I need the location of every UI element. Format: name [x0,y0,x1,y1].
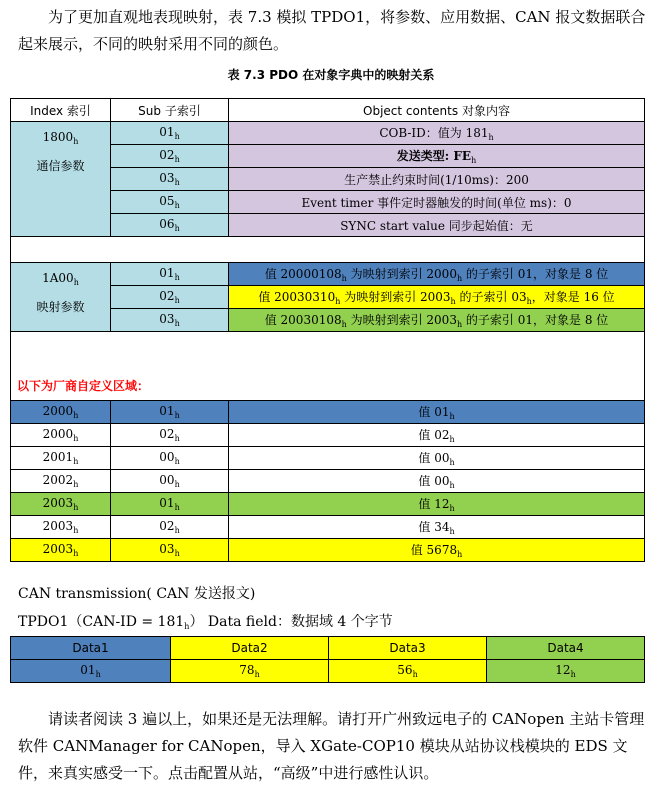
map-label: 映射参数 [36,300,85,314]
vendor-value-cell: 值 $12_h$ [229,493,645,516]
table-row [11,447,645,470]
sub-cell: $02_h$ [111,145,229,168]
vendor-index-cell: $2000_h$ [11,424,111,447]
content-cell: 值 $20030310_h$ 为映射到索引 $2003_h$ 的子索引 $03_h$，对象是 16 位 [229,286,645,309]
sub-cell: $03_h$ [111,309,229,332]
comm-index-cell: $1800_h$ 通信参数 [11,122,111,237]
content-cell: 值 $20030108_h$ 为映射到索引 $2003_h$ 的子索引 01，对象是 8 位 [229,309,645,332]
content-cell: SYNC start value 同步起始值：无 [229,214,645,237]
map-index-cell: $1A00_h$ 映射参数 [11,263,111,332]
table-row [11,493,645,516]
vendor-rows [11,401,645,562]
vendor-label-row [11,332,645,401]
header-sub: Sub 子索引 [111,99,229,122]
vendor-value-cell: 值 $00_h$ [229,447,645,470]
tpdo-line: TPDO1（CAN-ID = $181_h$） Data field：数据域 4 个字节 [18,614,393,631]
vendor-sub-cell: $00_h$ [111,470,229,493]
table-row [11,470,645,493]
data4-header: Data4 [487,637,645,660]
header-contents: Object contents 对象内容 [229,99,645,122]
spacer-row [11,237,645,263]
can-transmission-label: CAN transmission( CAN 发送报文) [18,586,256,602]
data4-value: $12_h$ [487,660,645,683]
sub-cell: $06_h$ [111,214,229,237]
data1-header: Data1 [11,637,171,660]
vendor-sub-cell: $02_h$ [111,516,229,539]
data-header-row [11,637,645,660]
sub-cell: $03_h$ [111,168,229,191]
table-row [11,122,645,145]
data3-value: $56_h$ [329,660,487,683]
vendor-index-cell: $2003_h$ [11,539,111,562]
vendor-value-cell: 值 $00_h$ [229,470,645,493]
content-cell: 生产禁止约束时间(1/10ms)：200 [229,168,645,191]
data2-header: Data2 [171,637,329,660]
intro-paragraph: 为了更加直观地表现映射，表 7.3 模拟 TPDO1，将参数、应用数据、CAN 报文数据联合起来展示，不同的映射采用不同的颜色。 [18,8,646,53]
data3-header: Data3 [329,637,487,660]
sub-cell: $01_h$ [111,122,229,145]
vendor-value-cell: 值 $5678_h$ [229,539,645,562]
vendor-value-cell: 值 $02_h$ [229,424,645,447]
table-header-row [11,99,645,122]
vendor-index-cell: $2002_h$ [11,470,111,493]
map-index: 1A00 [42,271,74,285]
table-row [11,516,645,539]
header-index: Index 索引 [11,99,111,122]
data-value-row [11,660,645,683]
vendor-value-cell: 值 $34_h$ [229,516,645,539]
sub-cell: $02_h$ [111,286,229,309]
vendor-value-cell: 值 $01_h$ [229,401,645,424]
vendor-index-cell: $2001_h$ [11,447,111,470]
table-row [11,401,645,424]
comm-label: 通信参数 [36,159,85,173]
table-row [11,539,645,562]
comm-index: 1800 [42,130,74,144]
content-cell: 发送类型: $FE_h$ [229,145,645,168]
vendor-index-cell: $2003_h$ [11,516,111,539]
table-row [11,424,645,447]
pdo-mapping-table [10,98,645,562]
data2-value: $78_h$ [171,660,329,683]
vendor-sub-cell: $03_h$ [111,539,229,562]
vendor-sub-cell: $00_h$ [111,447,229,470]
vendor-index-cell: $2000_h$ [11,401,111,424]
table-row [11,263,645,286]
data1-value: $01_h$ [11,660,171,683]
vendor-sub-cell: $01_h$ [111,401,229,424]
content-cell: Event timer 事件定时器触发的时间(单位 ms)：0 [229,191,645,214]
vendor-label: 以下为厂商自定义区域： [11,332,645,401]
vendor-sub-cell: $02_h$ [111,424,229,447]
vendor-sub-cell: $01_h$ [111,493,229,516]
content-cell: 值 $20000108_h$ 为映射到索引 $2000_h$ 的子索引 01，对象是 8 位 [229,263,645,286]
table-caption: 表 7.3 PDO 在对象字典中的映射关系 [227,68,435,82]
sub-cell: $05_h$ [111,191,229,214]
sub-cell: $01_h$ [111,263,229,286]
content-cell: COB-ID：值为 $181_h$ [229,122,645,145]
vendor-index-cell: $2003_h$ [11,493,111,516]
can-data-table [10,636,645,683]
outro-paragraph: 请读者阅读 3 遍以上，如果还是无法理解。请打开广州致远电子的 CANopen 主站卡管理软件 CANManager for CANopen，导入 XGate-COP10 模块从站协议栈模块的 EDS 文件，来真实感受一下。点击配置从站，“高级”中进行感性认识。 [18,710,645,782]
